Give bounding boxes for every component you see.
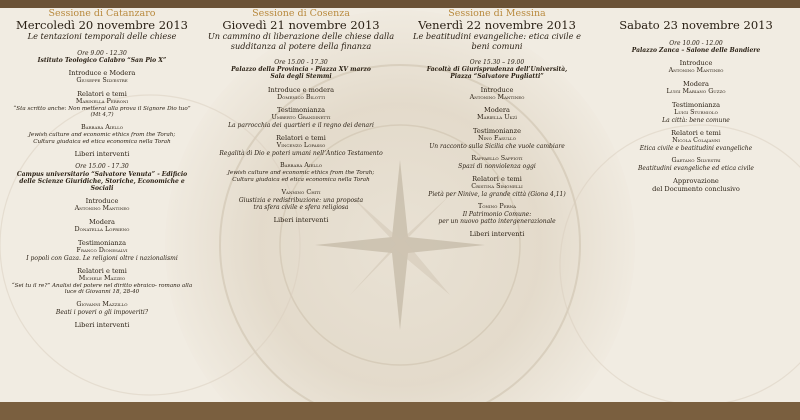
time: Ore 15.00 - 17.30 bbox=[274, 59, 328, 66]
talk-topic: Regalità di Dio e poteri umani nell’Antico Testamento bbox=[219, 150, 383, 158]
person-name: Mariella Ukzì bbox=[477, 113, 517, 122]
role-label: Introduce bbox=[679, 59, 713, 68]
talk-topic: I popoli con Gaza. Le religioni oltre i nazionalismi bbox=[26, 254, 178, 262]
venue: Palazzo Zanca – Salone delle Bandiere bbox=[631, 47, 761, 55]
venue: Sala degli Stemmi bbox=[270, 73, 332, 81]
free-interventions: Liberi interventi bbox=[74, 321, 130, 330]
role-label: Testimonianza bbox=[671, 101, 721, 109]
time: Ore 15.30 – 19.00 bbox=[469, 59, 525, 66]
session-date: Giovedì 21 novembre 2013 bbox=[222, 18, 380, 32]
person-name: Donatella Loprieno bbox=[74, 225, 130, 234]
approval-label: Approvazione bbox=[673, 177, 719, 185]
person-name: Nino Fasullo bbox=[477, 134, 516, 143]
person-name: Antonino Mantineo bbox=[74, 204, 130, 213]
venue: Piazza “Salvatore Pugliatti” bbox=[450, 73, 544, 81]
role-label: Relatori e temi bbox=[77, 89, 127, 98]
session-title: Sessione di Catanzaro bbox=[48, 8, 156, 19]
person-name: Marinella Perroni bbox=[75, 96, 129, 105]
approval-label: del Documento conclusivo bbox=[652, 185, 740, 193]
column-cosenza bbox=[204, 8, 398, 224]
person-name: Raffaello Saffioti bbox=[471, 154, 523, 163]
role-label: Modera bbox=[683, 80, 709, 89]
talk-topic: La città: bene comune bbox=[662, 116, 730, 124]
venue: Istituto Teologico Calabro “San Pio X” bbox=[37, 56, 167, 64]
session-theme: Le beatitudini evangeliche: etica civile e beni comuni bbox=[413, 31, 581, 51]
role-label: Relatori e temi bbox=[276, 134, 326, 143]
session-theme: Un cammino di liberazione delle chiese dalla sudditanza al potere della finanza bbox=[207, 31, 395, 51]
session-title: Sessione di Cosenza bbox=[252, 8, 350, 19]
person-name: Michele Mazzeo bbox=[78, 273, 126, 282]
person-name: Domenico Bilotti bbox=[276, 92, 326, 101]
talk-topic: Pietà per Ninive, la grande città (Giona 4,11) bbox=[428, 191, 566, 198]
talk-topic: Spazi di nonviolenza oggi bbox=[458, 163, 536, 170]
column-messina bbox=[408, 8, 586, 238]
talk-topic: per un nuovo patto intergenerazionale bbox=[438, 218, 556, 226]
talk-topic: Jewish culture and economic ethics from the Torah; bbox=[227, 170, 375, 177]
talk-topic: La parrocchia dei quartieri e il regno dei denari bbox=[228, 122, 374, 130]
talk-topic: Beati i poveri o gli impoveriti? bbox=[55, 309, 149, 317]
session-date: Venerdì 22 novembre 2013 bbox=[418, 18, 576, 32]
person-name: Giovanni Mazzillo bbox=[76, 300, 128, 309]
time: Ore 15.00 - 17.30 bbox=[75, 163, 129, 171]
person-name: Antonino Mantineo bbox=[668, 66, 724, 75]
role-label: Introduce e Modera bbox=[68, 68, 136, 77]
talk-topic: “Sei tu il re?” Analisi del potere nel diritto ebraico- romano alla luce di Giovanni 18, 28-40 bbox=[11, 282, 193, 296]
venue: Campus universitario “Salvatore Venuta” - Edificio delle Scienze Giuridiche, Storiche, Economiche e Sociali bbox=[16, 170, 188, 193]
venue: Palazzo della Provincia - Piazza XV marzo bbox=[231, 66, 371, 74]
person-name: Vincenzo Lopasso bbox=[276, 141, 326, 150]
person-name: Luigi Sturniolo bbox=[674, 108, 718, 116]
role-label: Introduce e modera bbox=[267, 85, 335, 94]
person-name: Tonino Perna bbox=[477, 202, 517, 211]
person-name: Giuseppe Silvestre bbox=[76, 75, 128, 84]
talk-topic: Un racconto sulla Sicilia che vuole cambiare bbox=[429, 143, 565, 150]
talk-topic: Etica civile e beatitudini evangeliche bbox=[639, 144, 753, 152]
talk-topic: Il Patrimonio Comune: bbox=[462, 211, 532, 218]
talk-topic: “Sta scritto anche: Non metterai alla prova il Signore Dio tuo” (Mt 4,7) bbox=[13, 105, 191, 119]
person-name: Nicola Colajanni bbox=[672, 136, 720, 144]
session-date: Mercoledì 20 novembre 2013 bbox=[15, 18, 189, 32]
role-label: Relatori e temi bbox=[671, 129, 721, 137]
free-interventions: Liberi interventi bbox=[273, 216, 329, 224]
person-name: Barbara Aiello bbox=[80, 123, 124, 132]
column-sabato bbox=[600, 8, 792, 193]
time: Ore 9.00 - 12.30 bbox=[77, 49, 127, 57]
person-name: Umberto Grandinetti bbox=[271, 113, 331, 122]
session-date: Sabato 23 novembre 2013 bbox=[619, 18, 773, 32]
person-name: Luigi Mariano Guzzo bbox=[666, 87, 726, 96]
person-name: Gaetano Silvestri bbox=[671, 156, 721, 164]
role-label: Modera bbox=[484, 106, 510, 115]
person-name: Cristina Simonelli bbox=[471, 182, 523, 191]
free-interventions: Liberi interventi bbox=[469, 230, 525, 239]
talk-topic: Beatitudini evangeliche ed etica civile bbox=[638, 164, 754, 172]
column-catanzaro bbox=[8, 8, 196, 329]
time: Ore 10.00 - 12.00 bbox=[669, 40, 723, 47]
venue: Facoltà di Giurisprudenza dell’Università, bbox=[426, 66, 568, 74]
talk-topic: Jewish culture and economic ethics from the Torah; bbox=[28, 131, 176, 138]
role-label: Relatori e temi bbox=[77, 266, 127, 275]
session-theme: Le tentazioni temporali delle chiese bbox=[27, 31, 177, 41]
role-label: Introduce bbox=[85, 197, 119, 206]
session-title: Sessione di Messina bbox=[448, 8, 546, 19]
role-label: Introduce bbox=[480, 85, 514, 94]
role-label: Modera bbox=[89, 218, 115, 227]
person-name: Antonino Mantineo bbox=[469, 92, 525, 101]
talk-topic: tra sfera civile e sfera religiosa bbox=[253, 203, 349, 211]
talk-topic: Cultura giudaica ed etica economica nella Torah bbox=[33, 138, 171, 145]
person-name: Barbara Aiello bbox=[279, 161, 323, 170]
talk-topic: Giustizia e redistribuzione: una proposta bbox=[238, 196, 364, 204]
person-name: Vannino Chiti bbox=[281, 187, 321, 196]
person-name: Franco Dionesalvi bbox=[76, 245, 128, 254]
role-label: Relatori e temi bbox=[472, 175, 522, 184]
role-label: Testimonianza bbox=[77, 238, 127, 247]
role-label: Testimonianza bbox=[276, 106, 326, 115]
free-interventions: Liberi interventi bbox=[74, 150, 130, 159]
talk-topic: Cultura giudaica ed etica economica nella Torah bbox=[232, 177, 370, 183]
role-label: Testimonianze bbox=[472, 127, 522, 136]
